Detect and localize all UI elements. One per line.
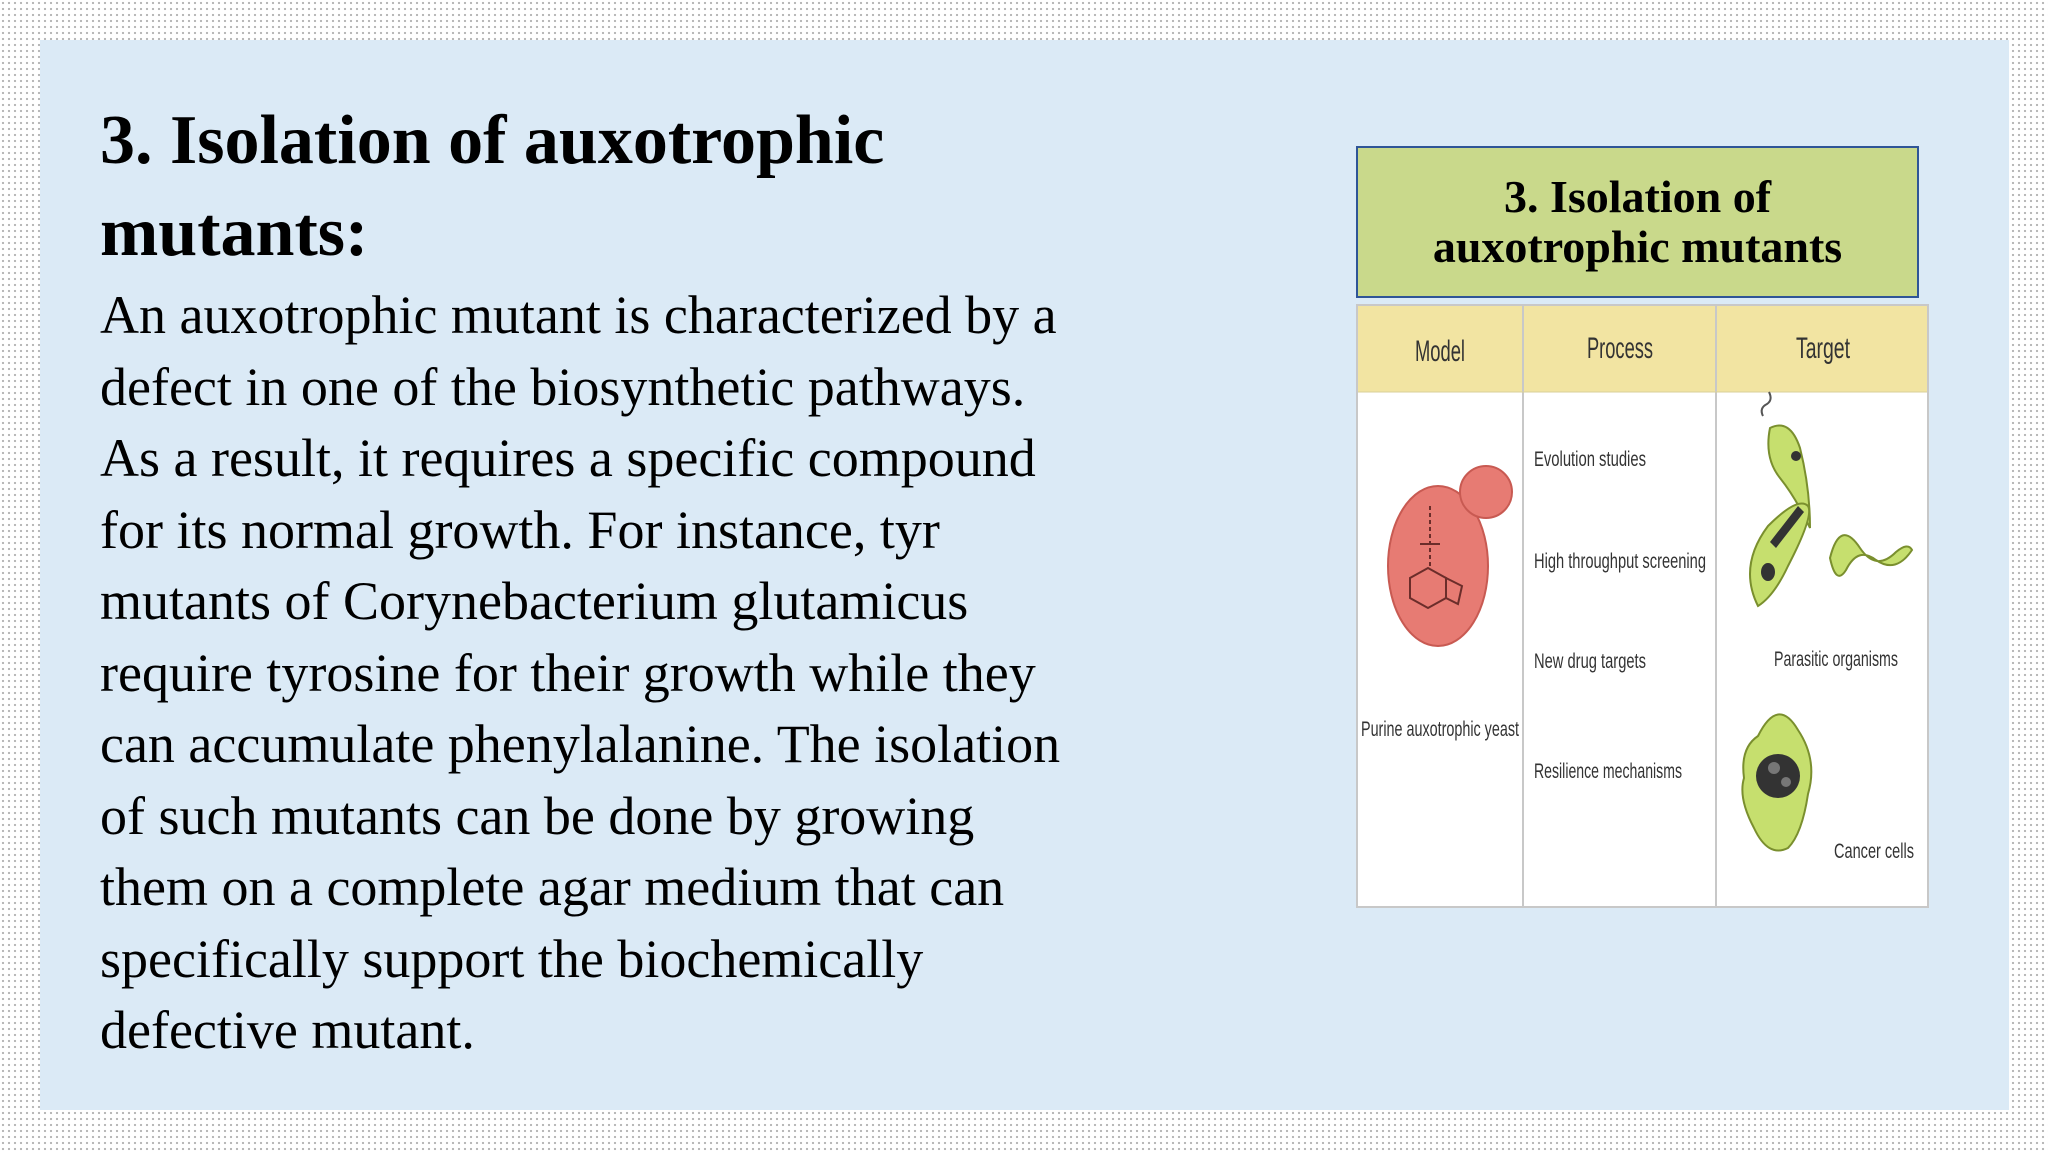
slide-title (100, 95, 1100, 279)
figure-table-svg (1358, 306, 1927, 906)
body-line: An auxotrophic mutant is characterized by a (100, 285, 1057, 345)
body-line: require tyrosine for their growth while they (100, 642, 1036, 703)
parasite-icon (1750, 504, 1809, 607)
figure-title-line-1: 3. Isolation of (1503, 171, 1772, 222)
body-line: for its normal growth. For instance, tyr (100, 499, 940, 560)
title-line-1: 3. Isolation of auxotrophic (100, 102, 885, 179)
body-line: them on a complete agar medium that can (100, 857, 1005, 917)
figure-title-box (1356, 146, 1919, 298)
body-line: specifically support the biochemically (100, 928, 924, 989)
figure-title-line-2: auxotrophic mutants (1432, 221, 1843, 272)
header-process: Process (1587, 332, 1653, 365)
process-item: High throughput screening (1534, 550, 1706, 573)
process-item: Evolution studies (1534, 448, 1646, 471)
header-model: Model (1415, 335, 1465, 368)
target-caption-parasitic: Parasitic organisms (1774, 648, 1898, 671)
body-line: can accumulate phenylalanine. The isolation (100, 714, 1061, 774)
header-target: Target (1796, 332, 1851, 365)
cancer-cell-icon (1742, 714, 1811, 850)
target-caption-cancer: Cancer cells (1834, 840, 1914, 863)
yeast-cell-icon (1388, 466, 1512, 646)
body-paragraph (100, 280, 1250, 1067)
body-line: defective mutant. (100, 1000, 475, 1060)
model-caption: Purine auxotrophic yeast (1361, 718, 1520, 741)
parasite-icon (1830, 535, 1912, 576)
body-line: defect in one of the biosynthetic pathways. (100, 356, 1026, 417)
body-line: As a result, it requires a specific compound (100, 428, 1036, 488)
process-item: New drug targets (1534, 650, 1646, 673)
body-line: mutants of Corynebacterium glutamicus (100, 571, 969, 631)
title-line-2: mutants: (100, 194, 369, 271)
figure-table-image (1356, 304, 1929, 908)
body-line: of such mutants can be done by growing (100, 785, 975, 846)
process-item: Resilience mechanisms (1534, 760, 1682, 783)
